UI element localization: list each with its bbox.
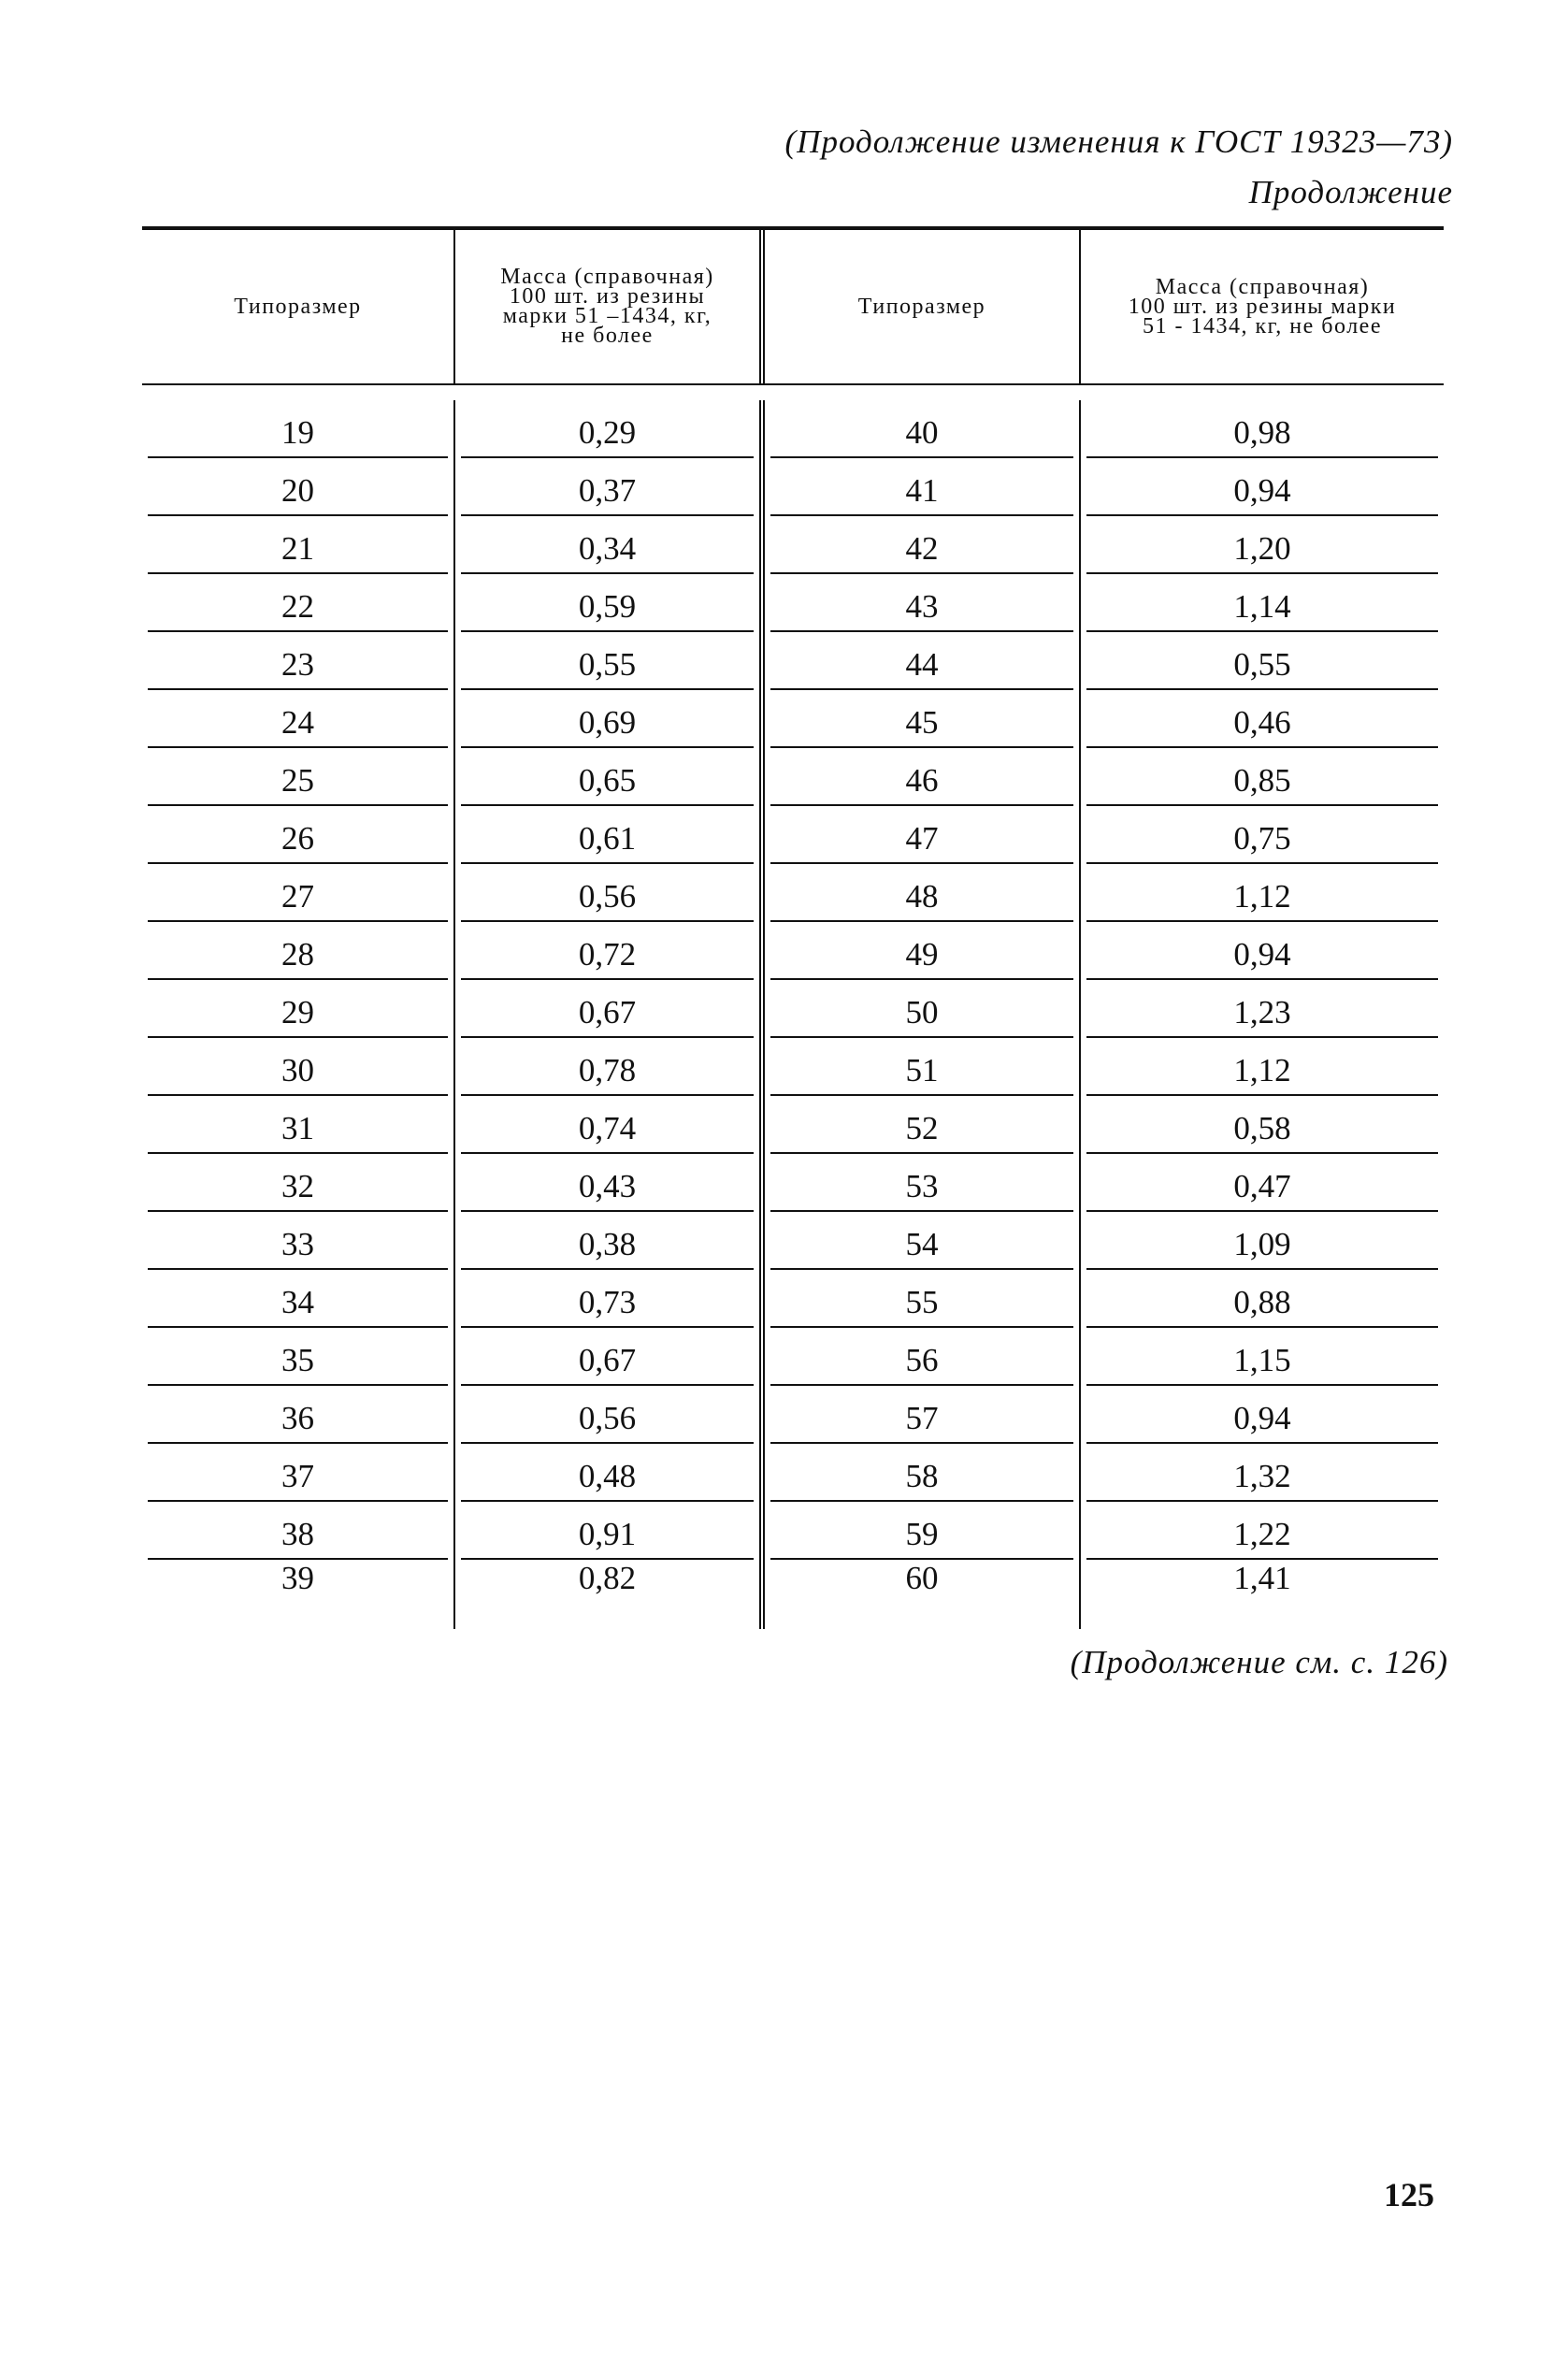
cell-type-left: 38 [142,1502,455,1560]
cell-type-left: 35 [142,1328,455,1386]
cell-type-left: 21 [142,516,455,574]
cell-mass-right: 1,23 [1081,980,1444,1038]
header-type-left-label: Типоразмер [234,294,362,319]
cell-mass-left: 0,61 [455,806,765,864]
cell-mass-right: 1,14 [1081,574,1444,632]
cell-type-left: 25 [142,748,455,806]
continuation-title: (Продолжение изменения к ГОСТ 19323—73) [784,123,1453,160]
table-row [142,1560,1444,1607]
cell-mass-right: 0,58 [1081,1096,1444,1154]
cell-mass-left: 0,65 [455,748,765,806]
cell-mass-right: 1,20 [1081,516,1444,574]
table-row [142,980,1444,1038]
cell-type-right: 50 [765,980,1081,1038]
cell-mass-left: 0,55 [455,632,765,690]
cell-mass-right: 0,94 [1081,458,1444,516]
table-row [142,1328,1444,1386]
column-tail-segment [455,1607,765,1629]
header-mass-left-line: Масса (справочная) [500,265,714,289]
header-type-right-label: Типоразмер [857,294,986,319]
cell-mass-right: 1,41 [1233,1560,1291,1596]
cell-type-right: 59 [765,1502,1081,1560]
table-row [142,806,1444,864]
cell-type-right: 54 [765,1212,1081,1270]
cell-type-left: 31 [142,1096,455,1154]
cell-mass-left: 0,48 [455,1444,765,1502]
cell-mass-right: 0,47 [1081,1154,1444,1212]
cell-type-right: 55 [765,1270,1081,1328]
cell-mass-left: 0,38 [455,1212,765,1270]
table-row [142,1444,1444,1502]
cell-mass-left: 0,72 [455,922,765,980]
table-header-row [142,230,1444,383]
table-row [142,458,1444,516]
cell-mass-left: 0,56 [455,864,765,922]
header-type-right [765,230,1081,383]
cell-mass-right: 1,32 [1081,1444,1444,1502]
cell-mass-left: 0,73 [455,1270,765,1328]
cell-mass-right: 0,94 [1081,1386,1444,1444]
mass-table [142,226,1444,1629]
cell-mass-left: 0,29 [455,400,765,458]
cell-mass-right: 1,09 [1081,1212,1444,1270]
cell-type-right: 44 [765,632,1081,690]
table-row [142,1270,1444,1328]
cell-type-left: 20 [142,458,455,516]
cell-mass-left: 0,69 [455,690,765,748]
cell-type-right: 60 [765,1560,1081,1607]
cell-mass-right: 1,12 [1081,864,1444,922]
cell-type-right: 45 [765,690,1081,748]
table-row [142,922,1444,980]
cell-type-left: 32 [142,1154,455,1212]
cell-mass-left: 0,91 [455,1502,765,1560]
cell-type-left: 39 [142,1560,455,1607]
cell-mass-left: 0,67 [455,980,765,1038]
table-row [142,1096,1444,1154]
table-row [142,574,1444,632]
cell-mass-right: 0,55 [1081,632,1444,690]
page-number: 125 [1384,2176,1434,2213]
cell-mass-left: 0,43 [455,1154,765,1212]
cell-type-left: 26 [142,806,455,864]
cell-type-right: 56 [765,1328,1081,1386]
cell-type-right: 43 [765,574,1081,632]
cell-mass-right: 0,85 [1081,748,1444,806]
header-mass-left-line: 100 шт. из резины [509,284,706,309]
cell-mass-left: 0,56 [455,1386,765,1444]
cell-type-left: 29 [142,980,455,1038]
column-tail-segment [1081,1607,1444,1629]
table-row [142,864,1444,922]
cell-type-right: 46 [765,748,1081,806]
cell-type-right: 48 [765,864,1081,922]
cell-type-right: 47 [765,806,1081,864]
cell-mass-right: 1,22 [1081,1502,1444,1560]
cell-mass-right: 0,75 [1081,806,1444,864]
header-mass-right-line: 51 - 1434, кг, не более [1143,313,1382,339]
cell-mass-right: 0,46 [1081,690,1444,748]
cell-type-left: 27 [142,864,455,922]
cell-type-right: 58 [765,1444,1081,1502]
cell-type-left: 22 [142,574,455,632]
header-mass-right-line: Масса (справочная) [1155,274,1370,299]
cell-mass-left: 0,34 [455,516,765,574]
cell-type-left: 19 [142,400,455,458]
table-body [142,400,1444,1629]
cell-type-left: 36 [142,1386,455,1444]
continued-note: (Продолжение см. с. 126) [1070,1644,1448,1680]
cell-type-left: 30 [142,1038,455,1096]
cell-mass-right: 0,94 [1081,922,1444,980]
table-row [142,516,1444,574]
cell-type-left: 23 [142,632,455,690]
cell-mass-right: 1,15 [1081,1328,1444,1386]
table-row [142,400,1444,458]
table-row [142,1502,1444,1560]
cell-type-left: 33 [142,1212,455,1270]
header-mass-left [455,230,765,383]
cell-mass-left: 0,59 [455,574,765,632]
cell-mass-left: 0,78 [455,1038,765,1096]
table-row [142,748,1444,806]
table-row [142,1038,1444,1096]
cell-type-left: 28 [142,922,455,980]
cell-type-left: 24 [142,690,455,748]
header-mass-left-line: не более [561,324,654,348]
cell-mass-right: 0,88 [1081,1270,1444,1328]
continuation-label: Продолжение [1248,174,1453,210]
table-column-tail [142,1607,1444,1629]
table-row [142,1212,1444,1270]
table-row [142,1386,1444,1444]
header-mass-left-line: марки 51 –1434, кг, [502,304,712,328]
table-header-rule [142,383,1444,385]
cell-mass-right: 1,12 [1081,1038,1444,1096]
table-row [142,1154,1444,1212]
cell-type-left: 37 [142,1444,455,1502]
table-row [142,632,1444,690]
column-tail-segment [765,1607,1081,1629]
cell-type-left: 34 [142,1270,455,1328]
cell-mass-left: 0,67 [455,1328,765,1386]
cell-type-right: 40 [765,400,1081,458]
cell-type-right: 53 [765,1154,1081,1212]
cell-type-right: 41 [765,458,1081,516]
cell-type-right: 42 [765,516,1081,574]
cell-type-right: 51 [765,1038,1081,1096]
header-mass-right [1081,230,1444,383]
header-mass-right-line: 100 шт. из резины марки [1128,294,1397,319]
cell-type-right: 49 [765,922,1081,980]
cell-mass-right: 0,98 [1081,400,1444,458]
column-tail-segment [142,1607,455,1629]
table-row [142,690,1444,748]
cell-mass-left: 0,82 [455,1560,765,1607]
cell-mass-left: 0,74 [455,1096,765,1154]
cell-type-right: 57 [765,1386,1081,1444]
cell-mass-left: 0,37 [455,458,765,516]
cell-type-right: 52 [765,1096,1081,1154]
header-type-left [142,230,455,383]
